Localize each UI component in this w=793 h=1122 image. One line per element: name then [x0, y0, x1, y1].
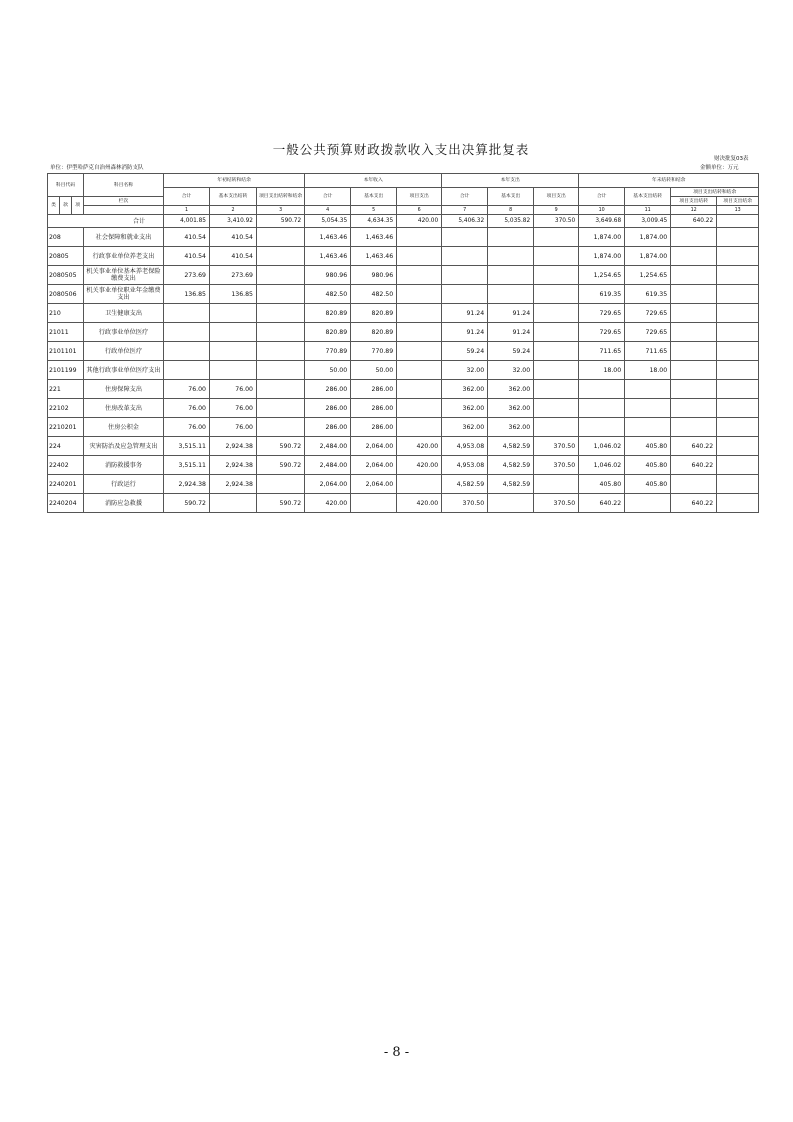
row-code: 2210201	[48, 418, 84, 437]
row-value: 1,463.46	[305, 247, 351, 266]
row-value	[257, 399, 305, 418]
row-value: 91.24	[488, 304, 534, 323]
row-value: 91.24	[442, 304, 488, 323]
row-value: 1,463.46	[305, 228, 351, 247]
row-name: 住房改革支出	[84, 399, 164, 418]
row-value	[488, 266, 534, 285]
row-name: 卫生健康支出	[84, 304, 164, 323]
row-value	[534, 361, 579, 380]
row-value	[717, 475, 759, 494]
row-value: 640.22	[671, 456, 717, 475]
row-name: 机关事业单位职业年金缴费支出	[84, 285, 164, 304]
table-row	[48, 380, 759, 399]
row-value: 980.96	[351, 266, 397, 285]
row-value: 729.65	[625, 323, 671, 342]
header-xiang: 项	[72, 197, 84, 215]
row-value: 362.00	[442, 399, 488, 418]
table-row	[48, 285, 759, 304]
header-end-proj-carry: 项目支出结转	[671, 197, 717, 206]
row-value	[210, 323, 257, 342]
row-value: 286.00	[351, 418, 397, 437]
row-value: 1,046.02	[579, 437, 625, 456]
row-value: 362.00	[488, 418, 534, 437]
row-value	[397, 418, 442, 437]
row-value: 4,582.59	[488, 456, 534, 475]
row-code: 210	[48, 304, 84, 323]
row-name: 其他行政事业单位医疗支出	[84, 361, 164, 380]
row-value	[717, 228, 759, 247]
row-value: 76.00	[164, 418, 210, 437]
row-value: 2,924.38	[164, 475, 210, 494]
row-value	[397, 266, 442, 285]
row-value	[717, 266, 759, 285]
table-row	[48, 361, 759, 380]
page-number: - 8 -	[383, 1045, 410, 1060]
header-lei: 类	[48, 197, 60, 215]
col-number: 11	[625, 206, 671, 215]
row-value	[442, 285, 488, 304]
row-value	[210, 494, 257, 513]
budget-table	[47, 173, 759, 513]
row-value	[257, 228, 305, 247]
row-value	[351, 494, 397, 513]
row-value: 286.00	[351, 399, 397, 418]
row-value	[397, 399, 442, 418]
document-title: 一般公共预算财政拨款收入支出决算批复表	[272, 142, 530, 157]
row-value: 3,515.11	[164, 456, 210, 475]
row-value	[164, 304, 210, 323]
row-value: 2,484.00	[305, 456, 351, 475]
row-value	[210, 342, 257, 361]
table-row	[48, 228, 759, 247]
table-row	[48, 266, 759, 285]
row-value	[442, 266, 488, 285]
row-value	[717, 380, 759, 399]
table-row	[48, 399, 759, 418]
row-value	[534, 247, 579, 266]
col-number: 7	[442, 206, 488, 215]
row-value	[488, 247, 534, 266]
header-income-basic: 基本支出	[351, 188, 397, 206]
row-value	[671, 228, 717, 247]
row-value	[671, 342, 717, 361]
total-value: 4,001.85	[164, 215, 210, 228]
row-value	[625, 418, 671, 437]
row-value: 76.00	[164, 380, 210, 399]
row-value: 590.72	[164, 494, 210, 513]
form-number: 财决批复03表	[714, 156, 749, 162]
row-code: 2080506	[48, 285, 84, 304]
total-value: 370.50	[534, 215, 579, 228]
row-value: 362.00	[442, 418, 488, 437]
row-name: 住房公积金	[84, 418, 164, 437]
row-code: 2080505	[48, 266, 84, 285]
row-name: 行政运行	[84, 475, 164, 494]
header-group-income: 本年收入	[305, 174, 442, 188]
row-code: 208	[48, 228, 84, 247]
row-value	[257, 285, 305, 304]
row-value: 362.00	[442, 380, 488, 399]
header-name: 科目名称	[84, 174, 164, 197]
row-value	[625, 399, 671, 418]
row-name: 行政单位医疗	[84, 342, 164, 361]
row-value: 1,463.46	[351, 228, 397, 247]
row-value	[534, 266, 579, 285]
header-end-basic: 基本支出结转	[625, 188, 671, 206]
row-value: 482.50	[305, 285, 351, 304]
row-value	[397, 342, 442, 361]
row-value: 980.96	[305, 266, 351, 285]
row-value	[257, 361, 305, 380]
row-value: 420.00	[397, 437, 442, 456]
row-value: 820.89	[351, 304, 397, 323]
row-value	[257, 304, 305, 323]
header-exp-basic: 基本支出	[488, 188, 534, 206]
header-group-project-end: 项目支出结转和结余	[671, 188, 759, 197]
header-kuan: 款	[60, 197, 72, 215]
row-value: 590.72	[257, 494, 305, 513]
table-row	[48, 456, 759, 475]
row-value: 273.69	[164, 266, 210, 285]
total-value	[717, 215, 759, 228]
row-value	[671, 304, 717, 323]
row-name: 消防救援事务	[84, 456, 164, 475]
row-value	[257, 380, 305, 399]
row-value: 32.00	[488, 361, 534, 380]
col-number: 12	[671, 206, 717, 215]
total-value: 5,035.82	[488, 215, 534, 228]
header-begin-project: 项目支出结转和结余	[257, 188, 305, 206]
row-value: 405.80	[625, 456, 671, 475]
row-name: 社会保障和就业支出	[84, 228, 164, 247]
row-value: 4,582.59	[488, 475, 534, 494]
row-value: 1,874.00	[579, 247, 625, 266]
row-value	[534, 304, 579, 323]
table-row	[48, 494, 759, 513]
row-value	[397, 323, 442, 342]
row-value	[534, 323, 579, 342]
row-value	[397, 380, 442, 399]
total-value: 420.00	[397, 215, 442, 228]
row-value: 405.80	[579, 475, 625, 494]
row-value: 820.89	[305, 323, 351, 342]
row-code: 22402	[48, 456, 84, 475]
row-value	[397, 475, 442, 494]
col-number: 4	[305, 206, 351, 215]
row-code: 221	[48, 380, 84, 399]
row-value: 59.24	[488, 342, 534, 361]
row-value: 32.00	[442, 361, 488, 380]
row-value	[210, 361, 257, 380]
header-col-index: 栏次	[84, 197, 164, 206]
row-value: 420.00	[397, 494, 442, 513]
row-value: 1,254.65	[625, 266, 671, 285]
row-value	[210, 304, 257, 323]
row-value	[397, 228, 442, 247]
row-value: 820.89	[305, 304, 351, 323]
row-value: 2,064.00	[305, 475, 351, 494]
row-code: 2240201	[48, 475, 84, 494]
row-value: 362.00	[488, 380, 534, 399]
row-value	[534, 285, 579, 304]
header-group-end: 年末结转和结余	[579, 174, 759, 188]
row-value: 711.65	[579, 342, 625, 361]
header-exp-project: 项目支出	[534, 188, 579, 206]
row-value	[257, 475, 305, 494]
row-value: 136.85	[210, 285, 257, 304]
row-value	[534, 399, 579, 418]
col-number: 10	[579, 206, 625, 215]
row-name: 行政事业单位医疗	[84, 323, 164, 342]
row-value	[534, 475, 579, 494]
total-value: 3,410.92	[210, 215, 257, 228]
col-number: 13	[717, 206, 759, 215]
row-value: 2,064.00	[351, 437, 397, 456]
row-value: 640.22	[579, 494, 625, 513]
table-row	[48, 418, 759, 437]
row-value: 362.00	[488, 399, 534, 418]
row-value: 2,484.00	[305, 437, 351, 456]
row-value: 619.35	[625, 285, 671, 304]
row-value	[257, 266, 305, 285]
row-value: 729.65	[579, 323, 625, 342]
money-unit-label: 金额单位：万元	[700, 165, 739, 171]
total-value: 590.72	[257, 215, 305, 228]
row-value: 711.65	[625, 342, 671, 361]
header-end-proj-surplus: 项目支出结余	[717, 197, 759, 206]
row-value: 50.00	[305, 361, 351, 380]
row-value	[717, 494, 759, 513]
row-value	[397, 285, 442, 304]
row-value	[442, 228, 488, 247]
header-begin-basic: 基本支出结转	[210, 188, 257, 206]
row-value	[671, 475, 717, 494]
row-code: 21011	[48, 323, 84, 342]
row-value: 4,953.08	[442, 437, 488, 456]
row-name: 机关事业单位基本养老保险缴费支出	[84, 266, 164, 285]
row-value	[488, 285, 534, 304]
row-value	[397, 361, 442, 380]
row-code: 20805	[48, 247, 84, 266]
row-value: 1,254.65	[579, 266, 625, 285]
row-value: 405.80	[625, 437, 671, 456]
row-value: 370.50	[534, 437, 579, 456]
row-value: 482.50	[351, 285, 397, 304]
row-value	[625, 494, 671, 513]
row-value: 729.65	[579, 304, 625, 323]
row-value: 2,924.38	[210, 456, 257, 475]
table-row	[48, 323, 759, 342]
table-row	[48, 247, 759, 266]
row-value: 370.50	[534, 456, 579, 475]
row-value	[717, 456, 759, 475]
unit-label: 单位：伊型哈萨克自治州森林消防支队	[50, 165, 144, 171]
row-value	[164, 342, 210, 361]
row-value: 370.50	[534, 494, 579, 513]
row-value: 770.89	[351, 342, 397, 361]
row-value: 76.00	[210, 399, 257, 418]
table-row	[48, 475, 759, 494]
row-value: 4,953.08	[442, 456, 488, 475]
row-value: 2,064.00	[351, 475, 397, 494]
header-end-total: 合计	[579, 188, 625, 206]
row-value: 2,924.38	[210, 437, 257, 456]
row-value: 273.69	[210, 266, 257, 285]
row-code: 224	[48, 437, 84, 456]
row-value: 590.72	[257, 437, 305, 456]
row-value: 820.89	[351, 323, 397, 342]
row-name: 消防应急救援	[84, 494, 164, 513]
header-income-total: 合计	[305, 188, 351, 206]
row-value	[671, 247, 717, 266]
row-value: 286.00	[351, 380, 397, 399]
row-name: 行政事业单位养老支出	[84, 247, 164, 266]
row-value: 770.89	[305, 342, 351, 361]
row-value: 1,874.00	[625, 247, 671, 266]
header-begin-total: 合计	[164, 188, 210, 206]
row-value	[257, 247, 305, 266]
row-value: 640.22	[671, 437, 717, 456]
row-value: 286.00	[305, 380, 351, 399]
col-number: 9	[534, 206, 579, 215]
row-value	[397, 247, 442, 266]
row-value: 640.22	[671, 494, 717, 513]
header-group-begin: 年初结转和结余	[164, 174, 305, 188]
row-value: 76.00	[164, 399, 210, 418]
row-value: 410.54	[164, 228, 210, 247]
row-code: 2101101	[48, 342, 84, 361]
row-value	[579, 399, 625, 418]
row-value: 2,924.38	[210, 475, 257, 494]
row-value	[579, 380, 625, 399]
row-value: 59.24	[442, 342, 488, 361]
row-value	[717, 418, 759, 437]
row-value: 91.24	[442, 323, 488, 342]
row-value	[625, 380, 671, 399]
col-number: 3	[257, 206, 305, 215]
row-value	[671, 418, 717, 437]
row-code: 2101199	[48, 361, 84, 380]
row-value: 729.65	[625, 304, 671, 323]
row-name: 住房保障支出	[84, 380, 164, 399]
row-value: 1,874.00	[579, 228, 625, 247]
row-value	[488, 228, 534, 247]
row-value: 76.00	[210, 380, 257, 399]
row-name: 灾害防治及应急管理支出	[84, 437, 164, 456]
row-code: 22102	[48, 399, 84, 418]
col-number: 6	[397, 206, 442, 215]
row-value	[257, 418, 305, 437]
row-value	[534, 418, 579, 437]
total-label: 合计	[48, 215, 164, 228]
header-exp-total: 合计	[442, 188, 488, 206]
total-value: 3,009.45	[625, 215, 671, 228]
row-value: 410.54	[210, 228, 257, 247]
row-value	[717, 323, 759, 342]
row-value: 18.00	[625, 361, 671, 380]
total-value: 640.22	[671, 215, 717, 228]
row-value	[717, 285, 759, 304]
row-value: 286.00	[305, 418, 351, 437]
row-value	[717, 304, 759, 323]
row-value: 4,582.59	[442, 475, 488, 494]
row-value: 3,515.11	[164, 437, 210, 456]
row-value: 136.85	[164, 285, 210, 304]
table-row	[48, 304, 759, 323]
row-value: 76.00	[210, 418, 257, 437]
row-value	[257, 323, 305, 342]
row-code: 2240204	[48, 494, 84, 513]
col-number: 2	[210, 206, 257, 215]
total-value: 5,406.32	[442, 215, 488, 228]
col-number: 5	[351, 206, 397, 215]
row-value	[164, 323, 210, 342]
row-value: 590.72	[257, 456, 305, 475]
row-value	[717, 361, 759, 380]
col-num-name-spacer	[84, 206, 164, 215]
header-group-expense: 本年支出	[442, 174, 579, 188]
row-value: 1,463.46	[351, 247, 397, 266]
row-value	[717, 247, 759, 266]
row-value: 420.00	[397, 456, 442, 475]
row-value	[717, 437, 759, 456]
row-value	[671, 285, 717, 304]
row-value	[442, 247, 488, 266]
row-value	[257, 342, 305, 361]
row-value: 91.24	[488, 323, 534, 342]
row-value: 1,874.00	[625, 228, 671, 247]
total-value: 3,649.68	[579, 215, 625, 228]
row-value	[488, 494, 534, 513]
row-value	[671, 380, 717, 399]
row-value	[717, 399, 759, 418]
row-value: 405.80	[625, 475, 671, 494]
row-value: 18.00	[579, 361, 625, 380]
row-value: 370.50	[442, 494, 488, 513]
row-value	[671, 323, 717, 342]
row-value: 619.35	[579, 285, 625, 304]
row-value: 2,064.00	[351, 456, 397, 475]
row-value	[534, 228, 579, 247]
row-value: 410.54	[164, 247, 210, 266]
row-value: 286.00	[305, 399, 351, 418]
row-value: 4,582.59	[488, 437, 534, 456]
row-value	[671, 361, 717, 380]
row-value: 1,046.02	[579, 456, 625, 475]
row-value	[671, 399, 717, 418]
total-value: 5,054.35	[305, 215, 351, 228]
row-value	[579, 418, 625, 437]
col-number: 1	[164, 206, 210, 215]
total-value: 4,634.35	[351, 215, 397, 228]
row-value	[534, 380, 579, 399]
row-value: 410.54	[210, 247, 257, 266]
row-value	[397, 304, 442, 323]
row-value	[164, 361, 210, 380]
table-row	[48, 342, 759, 361]
header-code: 科目代码	[48, 174, 84, 197]
header-income-project: 项目支出	[397, 188, 442, 206]
row-value	[671, 266, 717, 285]
table-row	[48, 437, 759, 456]
col-number: 8	[488, 206, 534, 215]
row-value: 50.00	[351, 361, 397, 380]
row-value: 420.00	[305, 494, 351, 513]
row-value	[717, 342, 759, 361]
row-value	[534, 342, 579, 361]
